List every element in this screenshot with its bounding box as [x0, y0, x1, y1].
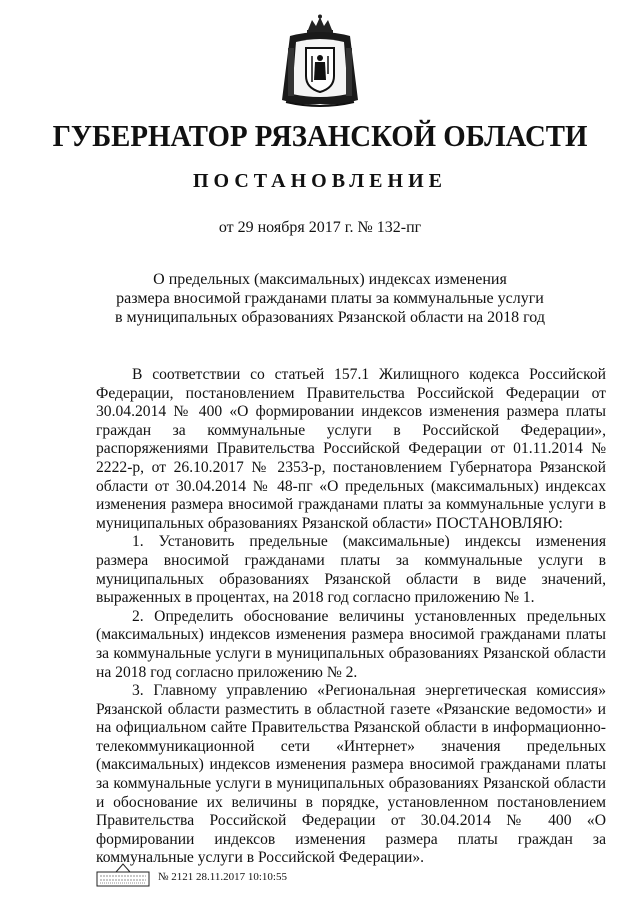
- document-subject: [100, 270, 560, 327]
- preamble-paragraph: В соответствии со статьей 157.1 Жилищного кодекса Российской Федерации, постановлением Правительства Российской Федерации от 30.04.2014 № 400 «О формировании индексов изменения размера платы граждан за коммунальные услуги в Российской Федерации», распоряжениями Правительства Российской Федерации от 01.11.2014 № 2222-р, от 26.10.2017 № 2353-р, постановлением Губернатора Рязанской области от 30.04.2014 № 48-пг «О предельных (максимальных) индексах изменения размера вносимой гражданами платы за коммунальные услуги в муниципальных образованиях Рязанской области» ПОСТАНОВЛЯЮ:: [96, 366, 606, 532]
- registration-footer: [96, 862, 396, 888]
- subject-line: в муниципальных образованиях Рязанской области на 2018 год: [115, 309, 545, 326]
- clause-1: 1. Установить предельные (максимальные) индексы изменения размера вносимой гражданами платы за коммунальные услуги в муниципальных образованиях Рязанской области в виде значений, выраженных в процентах, на 2018 год согласно приложению № 1.: [96, 533, 606, 607]
- clause-2: 2. Определить обоснование величины установленных предельных (максимальных) индексов изменения размера вносимой гражданами платы за коммунальные услуги в муниципальных образованиях Рязанской области на 2018 год согласно приложению № 2.: [96, 607, 606, 681]
- authority-title: ГУБЕРНАТОР РЯЗАНСКОЙ ОБЛАСТИ: [52, 118, 588, 153]
- clause-3: 3. Главному управлению «Региональная энергетическая комиссия» Рязанской области разместить в областной газете «Рязанские ведомости» и на официальном сайте Правительства Рязанской области в информационно-телекоммуникационной сети «Интернет» значения предельных (максимальных) индексов изменения размера вносимой гражданами платы за коммунальные услуги в муниципальных образованиях Рязанской области и обоснование их величины в порядке, установленном постановлением Правительства Российской Федерации от 30.04.2014 № 400 «О формировании индексов изменения размера платы граждан за коммунальные услуги в Российской Федерации».: [96, 682, 606, 867]
- document-date-number: от 29 ноября 2017 г. № 132-пг: [218, 219, 422, 236]
- document-type: ПОСТАНОВЛЕНИЕ: [193, 170, 447, 192]
- document-body: [96, 366, 606, 868]
- registry-stamp-icon: [96, 862, 150, 888]
- registration-number: № 2121 28.11.2017 10:10:55: [158, 871, 287, 883]
- coat-of-arms-icon: [278, 14, 362, 112]
- subject-line: О предельных (максимальных) индексах изменения: [153, 271, 507, 288]
- subject-line: размера вносимой гражданами платы за коммунальные услуги: [116, 290, 544, 307]
